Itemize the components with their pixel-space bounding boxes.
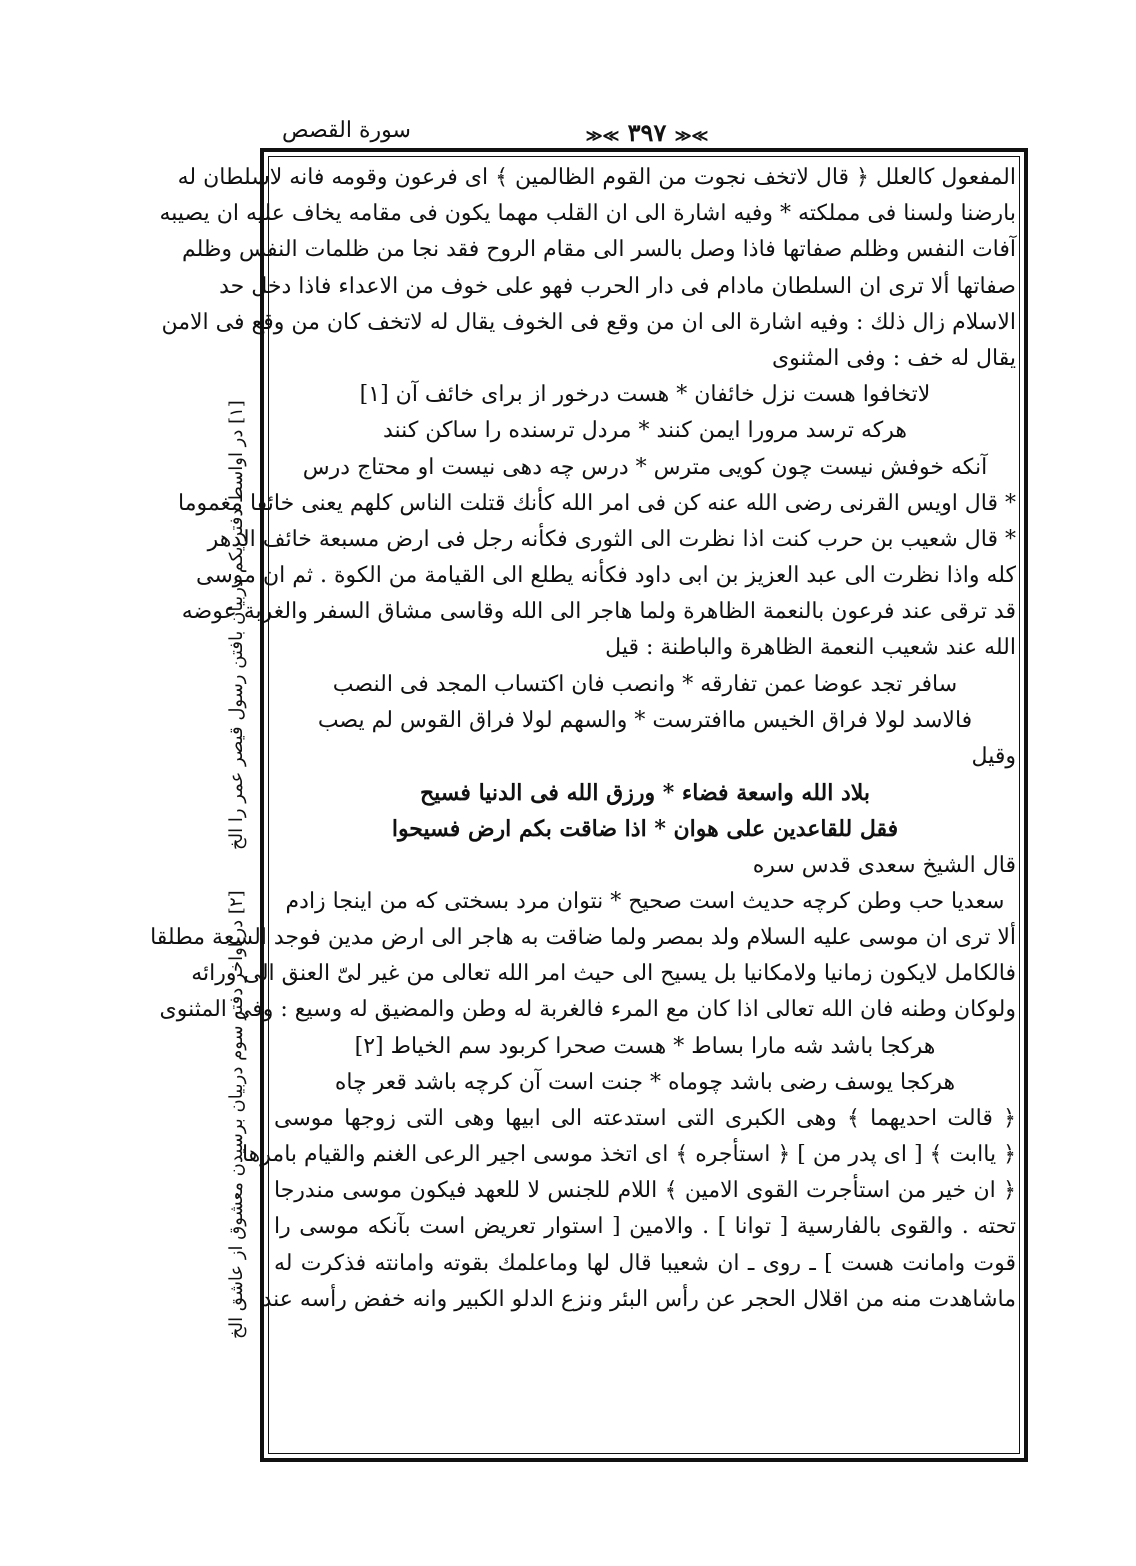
text-line: ألا ترى ان موسى عليه السلام ولد بمصر ولما ضاقت به هاجر الى ارض مدين فوجد السعة مطلقا (150, 924, 1016, 950)
verse-block-3 (274, 775, 1016, 847)
verse-line: لاتخافوا هست نزل خائفان * هست درخور از براى خائف آن [١] (359, 382, 931, 408)
text-line: كله واذا نظرت الى عبد العزيز بن ابى داود فكأنه يطلع الى القيامة من الكوة . ثم ان موسى (196, 563, 1016, 589)
text-line: يقال له خف : وفى المثنوى (771, 345, 1016, 371)
verse-block-1 (274, 377, 1016, 486)
text-block-3 (274, 739, 1016, 775)
text-line: قد ترقى عند فرعون بالنعمة الظاهرة ولما هاجر الى الله وقاسى مشاق السفر والغربة عوضه (181, 599, 1016, 625)
verse-line: هركه ترسد مرورا ايمن كنند * مردل ترسنده را ساكن كنند (383, 418, 907, 444)
margin-note-2: [٢] در اواخر دفتر سوم دربيان برسيدن معشوق از عاشق الخ (226, 890, 247, 1339)
verse-block-5 (274, 1029, 1016, 1101)
ornament-left: ≫≪ (585, 126, 620, 145)
surah-title: سورة القصص (282, 118, 411, 143)
text-line: بارضنا ولسنا فى مملكته * وفيه اشارة الى ان القلب مهما يكون فى مقامه يخاف عليه ان يصيبه (159, 201, 1016, 227)
text-line: فالكامل لايكون زمانيا ولامكانيا بل يسيح الى حيث امر الله تعالى من غير لىّ العنق الى ورائه (191, 961, 1016, 987)
verse-line: آنكه خوفش نيست چون كويى مترس * درس چه دهى نيست او محتاج درس (302, 454, 988, 480)
page-number-block (582, 118, 712, 147)
text-block-4 (274, 848, 1016, 884)
text-block-5 (150, 920, 1016, 1029)
verse-block-4 (274, 884, 1016, 920)
page-number: ٣٩٧ (627, 118, 667, 147)
text-line: ﴿ قالت احديهما ﴾ وهى الكبرى التى استدعته الى ابيها وهى التى زوجها موسى (274, 1105, 1016, 1131)
verse-line: فقل للقاعدين على هوان * اذا ضاقت بكم ارض فسيحوا (391, 816, 899, 843)
ornament-right: ≫≪ (674, 126, 709, 145)
verse-line: سافر تجد عوضا عمن تفارقه * وانصب فان اكتساب المجد فى النصب (332, 671, 958, 697)
text-block-2 (177, 486, 1016, 667)
text-line: الله عند شعيب النعمة الظاهرة والباطنة : قيل (605, 635, 1016, 661)
text-line: تحته . والقوى بالفارسية [ توانا ] . والامين [ استوار تعريض است بآنكه موسى را (274, 1214, 1016, 1240)
text-line: ﴿ ان خير من استأجرت القوى الامين ﴾ اللام للجنس لا للعهد فيكون موسى مندرجا (274, 1178, 1016, 1204)
verse-line: سعديا حب وطن كرچه حديث است صحيح * نتوان مرد بسختى كه من اينجا زادم (285, 888, 1005, 914)
text-block-6 (241, 1101, 1016, 1318)
text-line: صفاتها ألا ترى ان السلطان مادام فى دار الحرب فهو على خوف من الاعداء فاذا دخل حد (219, 273, 1016, 299)
text-line: وقيل (971, 744, 1016, 769)
text-line: آفات النفس وظلم صفاتها فاذا وصل بالسر الى مقام الروح فقد نجا من ظلمات النفس وظلم (181, 237, 1016, 263)
text-line: المفعول كالعلل ﴿ قال لاتخف نجوت من القوم الظالمين ﴾ اى فرعون وقومه فانه لاسلطان له (177, 165, 1016, 190)
text-line: قوت وامانت هست ] ـ روى ـ ان شعيبا قال لها وماعلمك بقوته وامانته فذكرت له (274, 1250, 1016, 1276)
verse-line: هركجا باشد شه مارا بساط * هست صحرا كربود سم الخياط [٢] (354, 1033, 936, 1059)
text-line: ماشاهدت منه من اقلال الحجر عن رأس البئر ونزع الدلو الكبير وانه خفض رأسه عند (261, 1286, 1016, 1312)
verse-line: بلاد الله واسعة فضاء * ورزق الله فى الدنيا فسيح (419, 780, 871, 807)
text-block-1 (159, 160, 1016, 377)
text-line: ﴿ ياابت ﴾ [ اى پدر من ] ﴿ استأجره ﴾ اى اتخذ موسى اجير الرعى الغنم والقيام بامرها (241, 1142, 1016, 1168)
text-line: الاسلام زال ذلك : وفيه اشارة الى ان من وقع فى الخوف يقال له لاتخف كان من وقع فى الامن (161, 309, 1016, 335)
text-line: * قال شعيب بن حرب كنت اذا نظرت الى الثورى فكأنه رجل فى ارض مسبعة خائف الدهر (207, 526, 1016, 552)
text-line: * قال اويس القرنى رضى الله عنه كن فى امر الله كأنك قتلت الناس كلهم يعنى خائفا مغموما (177, 490, 1016, 516)
text-line: قال الشيخ سعدى قدس سره (752, 852, 1016, 878)
text-line: ولوكان وطنه فان الله تعالى اذا كان مع المرء فالغربة له وطن والمضيق له وسيع : وفى المثنوى (159, 997, 1016, 1023)
page-header (262, 118, 1026, 148)
verse-line: فالاسد لولا فراق الخيس ماافترست * والسهم لولا فراق القوس لم يصب (317, 707, 973, 733)
margin-note-1: [١] در اواسط دفتر يكم دربيان بافتن رسول قيصر عمر را الخ (226, 400, 247, 850)
verse-block-2 (274, 667, 1016, 739)
verse-line: هركجا يوسف رضى باشد چوماه * جنت است آن كرچه باشد قعر چاه (334, 1069, 956, 1095)
